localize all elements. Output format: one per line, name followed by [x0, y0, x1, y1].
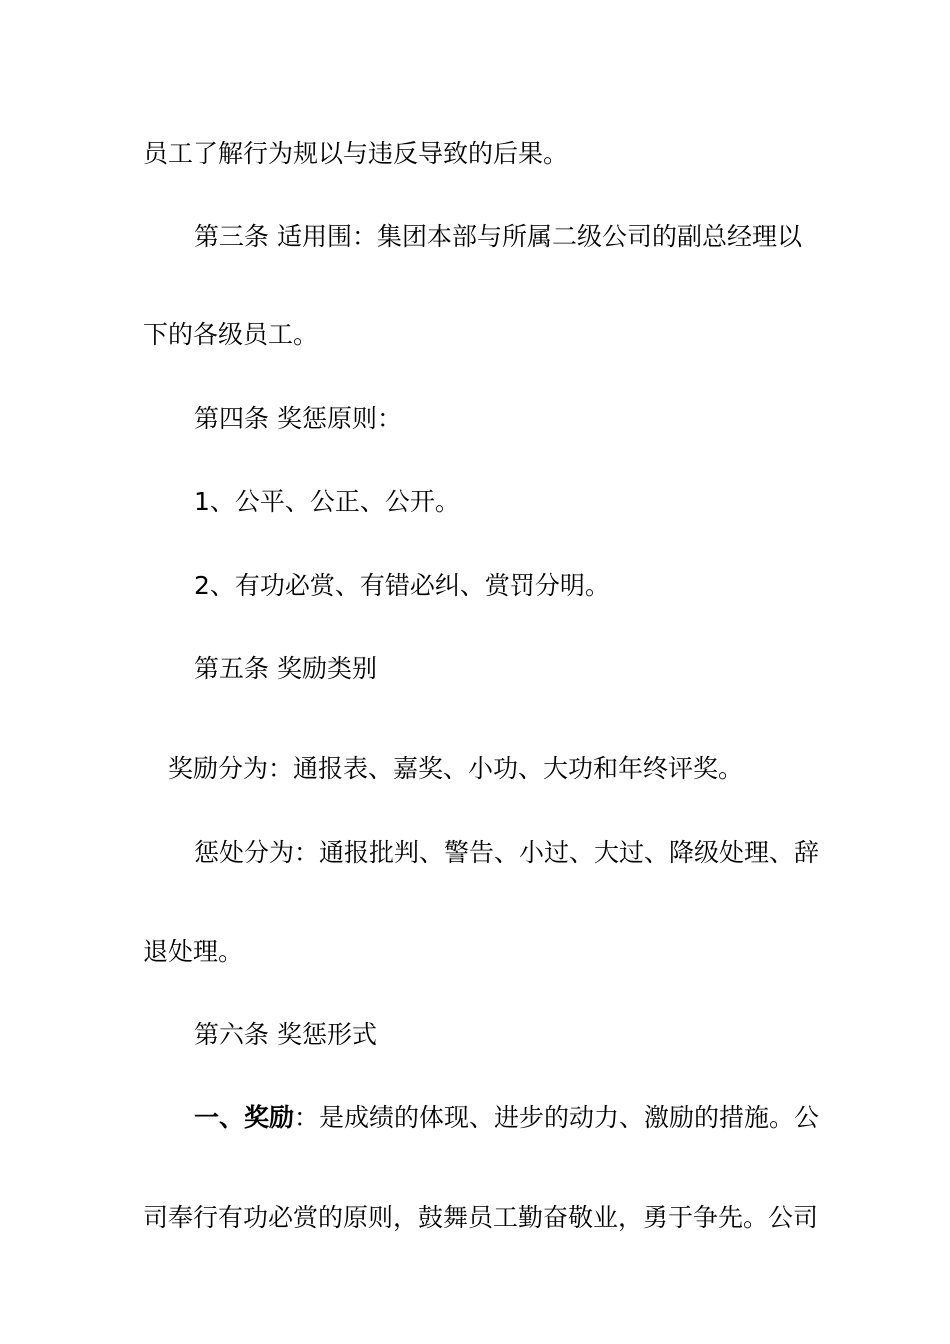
text-line-13: 司奉行有功必赏的原则，鼓舞员工勤奋敬业，勇于争先。公司 [143, 1203, 819, 1232]
reward-paragraph [194, 1102, 819, 1134]
text-line-1: 员工了解行为规以与违反导致的后果。 [143, 139, 569, 168]
article-3-line: 第三条 适用围：集团本部与所属二级公司的副总经理以 [194, 222, 802, 251]
principle-1: 1、公平、公正、公开。 [194, 487, 460, 516]
principle-2: 2、有功必赏、有错必纠、赏罚分明。 [194, 571, 610, 600]
reward-types: 奖励分为：通报表、嘉奖、小功、大功和年终评奖。 [168, 754, 744, 783]
reward-text: ：是成绩的体现、进步的动力、激励的措施。公 [294, 1103, 820, 1132]
article-4-heading: 第四条 奖惩原则： [194, 404, 402, 433]
punishment-types: 惩处分为：通报批判、警告、小过、大过、降级处理、辞 [194, 838, 820, 867]
reward-heading: 一、奖励 [194, 1103, 295, 1132]
text-line-10: 退处理。 [143, 937, 244, 966]
text-line-3: 下的各级员工。 [143, 320, 319, 349]
article-5-heading: 第五条 奖励类别 [194, 654, 377, 683]
article-6-heading: 第六条 奖惩形式 [194, 1020, 377, 1049]
